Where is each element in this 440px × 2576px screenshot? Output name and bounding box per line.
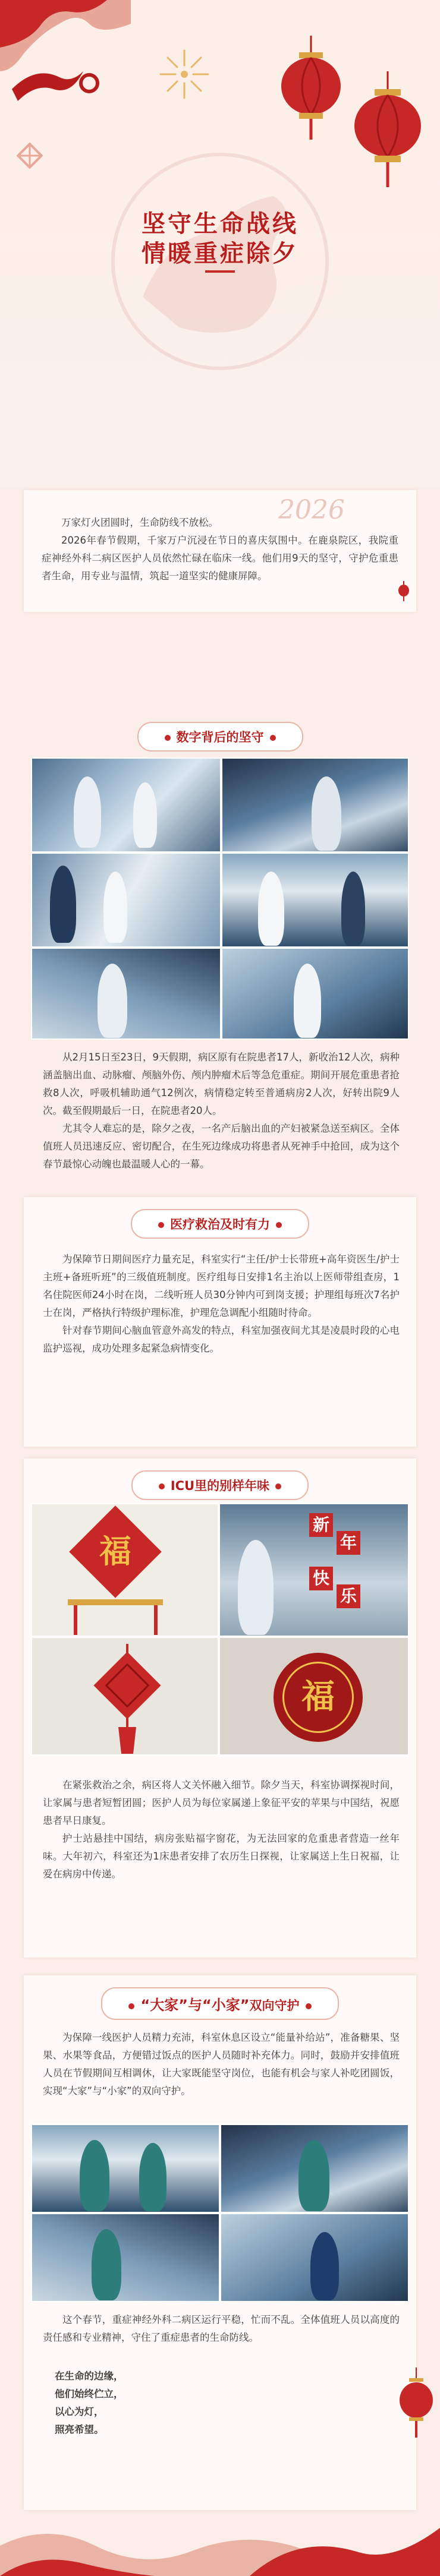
footer-cloud-decoration — [0, 2510, 440, 2576]
section2-paragraph-2: 针对春节期间心脑血管意外高发的特点，科室加强夜间尤其是凌晨时段的心电监护巡视，成功处理多起紧急病情变化。 — [43, 1325, 400, 1354]
section3-text — [43, 1776, 400, 1883]
section1-paragraph-2: 尤其令人难忘的是，除夕之夜，一名产后脑出血的产妇被紧急送至病区。全体值班人员迅速反应、密切配合，在生死边缘成功将患者从死神手中抢回，成为这个春节最惊心动魄也最温暖人心的一幕。 — [43, 1123, 400, 1170]
xin-character: 新 — [309, 1513, 333, 1537]
section4-paragraph-1: 为保障一线医护人员精力充沛，科室休息区设立“能量补给站”，准备糖果、坚果、水果等食品，方便错过饭点的医护人员随时补充体力。同时，鼓励并安排值班人员在节假期间互相调休，让大家既能坚守岗位，也能有机会与家人补吃团圆饭，实现“大家”与“小家”的双向守护。 — [43, 2032, 400, 2097]
photo-bedside-care — [220, 2213, 409, 2302]
closing-verse — [55, 2367, 293, 2439]
header-banner — [0, 0, 440, 487]
photo-nurse-bedside — [221, 757, 409, 853]
title-divider — [205, 270, 235, 273]
page-title-line2: 情暖重症除夕 — [142, 240, 298, 267]
lantern-icon — [398, 2367, 434, 2439]
photo-doctors-at-monitor — [31, 757, 221, 853]
closing-line-4: 照亮希望。 — [55, 2424, 104, 2435]
section1-text — [43, 1049, 400, 1173]
photo-chinese-knot — [31, 1637, 219, 1756]
section4-heading — [0, 1987, 440, 2020]
closing-line-3: 以心为灯， — [55, 2406, 104, 2417]
auspicious-cloud-icon — [0, 0, 131, 119]
fu-character: 福 — [99, 1533, 131, 1570]
photo-ward-round — [221, 853, 409, 948]
intro-paragraph-2: 2026年春节假期，千家万户沉浸在节日的喜庆氛围中。在鹿泉院区，我院重症神经外科二病区医护人员依然忙碌在临床一线。他们用9天的坚守，守护危重患者生命，用专业与温情，筑起一道坚实的健康屏障。 — [42, 535, 398, 582]
section1-paragraph-1: 从2月15日至23日，9天假期，病区原有在院患者17人，新收治12人次，病种涵盖脑出血、动脉瘤、颅脑外伤、颅内肿瘤术后等急危重症。期间开展危重患者抢救8人次，呼吸机辅助通气12例次，病情稳定转至普通病房2人次，好转出院9人次。截至假期最后一日，在院患者20人。 — [43, 1052, 400, 1116]
photo-fu-window-paper — [219, 1637, 409, 1756]
small-lantern-icon — [397, 581, 410, 601]
closing-line-2: 他们始终伫立， — [55, 2388, 124, 2400]
chinese-knot-icon — [17, 143, 43, 169]
photo-new-year-greeting — [219, 1503, 409, 1637]
chinese-knot-icon — [89, 1644, 166, 1754]
section4-text-1 — [43, 2029, 400, 2100]
section4-title-rest: 双向守护 — [249, 1999, 300, 2013]
photo-surgery-team — [220, 2124, 409, 2213]
intro-paragraph-1: 万家灯火团圆时，生命防线不放松。 — [61, 517, 218, 528]
section2-text — [43, 1251, 400, 1358]
section1-heading — [0, 722, 440, 752]
photo-team-consult — [31, 853, 221, 948]
closing-line-1: 在生命的边缘， — [55, 2370, 124, 2382]
section3-paragraph-1: 在紧张救治之余，病区将人文关怀融入细节。除夕当天，科室协调探视时间，让家属与患者短暂团圆；医护人员为每位家属递上象征平安的苹果与中国结，祝愿患者早日康复。 — [43, 1779, 400, 1826]
photo-icu-care — [31, 948, 221, 1040]
lantern-icon — [352, 71, 423, 190]
section2-heading — [0, 1209, 440, 1239]
page-title-line1: 坚守生命战线 — [142, 210, 298, 238]
section4-title-big: “大家”与“小家” — [140, 1997, 250, 2013]
photo-fu-decoration — [31, 1503, 219, 1637]
section2-title: 医疗救治及时有力 — [170, 1217, 270, 1232]
photo-icu-nursing — [31, 2213, 220, 2302]
firework-icon — [158, 48, 211, 101]
section2-paragraph-1: 为保障节日期间医疗力量充足，科室实行“主任/护士长带班+高年资医生/护士主班+备班听班”的三级值班制度。医疗组每日安排1名主治以上医师带组查房，1名住院医师24小时在岗，二线听班人员30分钟内可到岗支援；护理组每班次7名护士在岗，严格执行特级护理标准，护理危急调配小组随时待命。 — [43, 1254, 400, 1318]
nian-character: 年 — [337, 1531, 360, 1555]
kuai-character: 快 — [309, 1567, 333, 1590]
lantern-icon — [278, 36, 344, 143]
le-character: 乐 — [337, 1584, 360, 1608]
photo-energy-station — [31, 2124, 220, 2213]
section3-title: ICU里的别样年味 — [170, 1479, 270, 1493]
fu-character-round: 福 — [282, 1662, 354, 1733]
section1-title: 数字背后的坚守 — [176, 730, 264, 744]
intro-card — [24, 490, 416, 612]
photo-bedside-exam — [221, 948, 409, 1040]
section4-text-2 — [43, 2311, 400, 2347]
year-mark: 2026 — [278, 495, 345, 525]
section3-paragraph-2: 护士站悬挂中国结，病房张贴福字窗花，为无法回家的危重患者营造一丝年味。大年初六，科室还为1床患者安排了农历生日探视，让家属送上生日祝福，让爱在病房中传递。 — [43, 1833, 400, 1880]
section4-paragraph-2: 这个春节，重症神经外科二病区运行平稳，忙而不乱。全体值班人员以高度的责任感和专业精神，守住了重症患者的生命防线。 — [43, 2314, 400, 2343]
section3-heading — [0, 1470, 440, 1500]
